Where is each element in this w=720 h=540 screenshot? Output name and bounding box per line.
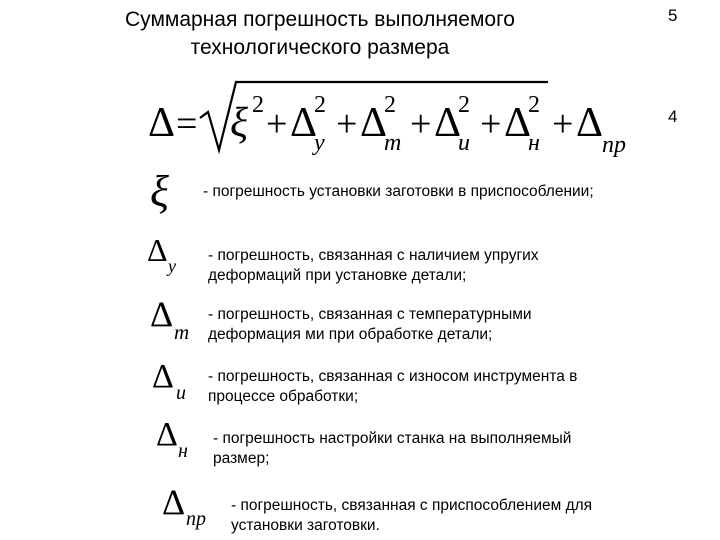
definition-line: установки заготовки. [231, 517, 380, 534]
formula-plus: + [410, 103, 432, 145]
definition-delta-m [208, 305, 532, 345]
definition-delta-np [231, 496, 592, 536]
page-number-top: 5 [668, 6, 678, 25]
symbol-xi: ξ [150, 167, 169, 216]
formula-plus: + [552, 103, 574, 145]
definition-delta-y [208, 246, 539, 286]
definition-line: - погрешность установки заготовки в приспособлении; [203, 183, 594, 200]
definition-line: деформация ми при обработке детали; [208, 326, 493, 343]
symbol-delta-np: Δ [162, 482, 186, 522]
definition-delta-u [208, 367, 577, 407]
formula-sub-m: m [384, 130, 402, 156]
symbol-delta-n: Δ [156, 416, 178, 453]
formula-power: 2 [314, 92, 326, 118]
formula-equals: = [176, 103, 198, 145]
formula-delta: Δ [148, 100, 176, 146]
definition-line: - погрешность, связанная с износом инструмента в [208, 368, 578, 385]
definition-delta-n [213, 429, 571, 469]
definition-xi [203, 182, 594, 202]
symbol-delta-u: Δ [152, 358, 174, 395]
symbol-sub-n: н [178, 440, 188, 462]
definition-line: процессе обработки; [208, 388, 359, 405]
symbol-sub-y: y [168, 256, 176, 276]
formula-delta: Δ [504, 100, 532, 146]
formula-plus: + [336, 103, 358, 145]
formula-delta: Δ [576, 100, 604, 146]
formula-plus: + [480, 103, 502, 145]
formula-xi-power: 2 [252, 92, 264, 118]
definition-line: размер; [213, 450, 270, 467]
definition-line: - погрешность, связанная с наличием упругих [208, 247, 539, 264]
formula-power: 2 [458, 92, 470, 118]
definition-line: деформаций при установке детали; [208, 267, 467, 284]
title-line-1: Суммарная погрешность выполняемого [125, 8, 515, 31]
page-number-side: 4 [668, 107, 678, 126]
formula-delta: Δ [434, 100, 462, 146]
formula-sub-u: u [458, 130, 470, 156]
formula-power: 2 [384, 92, 396, 118]
formula-plus: + [266, 103, 288, 145]
formula-sub-y: y [314, 130, 325, 156]
definition-line: - погрешность, связанная с приспособлением для [231, 497, 593, 514]
symbol-delta-y: Δ [147, 232, 168, 268]
total-error-formula [0, 0, 720, 170]
formula-sub-n: н [528, 130, 540, 156]
formula-xi: ξ [230, 100, 248, 146]
formula-delta: Δ [290, 100, 318, 146]
definition-line: - погрешность, связанная с температурными [208, 306, 532, 323]
symbol-sub-np: пр [186, 508, 206, 530]
symbol-sub-u: u [176, 382, 186, 404]
formula-delta: Δ [360, 100, 388, 146]
definition-line: - погрешность настройки станка на выполняемый [213, 430, 572, 447]
symbol-sub-m: m [174, 320, 190, 344]
formula-sub-np: пр [602, 132, 626, 158]
formula-power: 2 [528, 92, 540, 118]
title-line-2: технологического размера [190, 36, 450, 59]
symbol-delta-m: Δ [150, 294, 174, 334]
